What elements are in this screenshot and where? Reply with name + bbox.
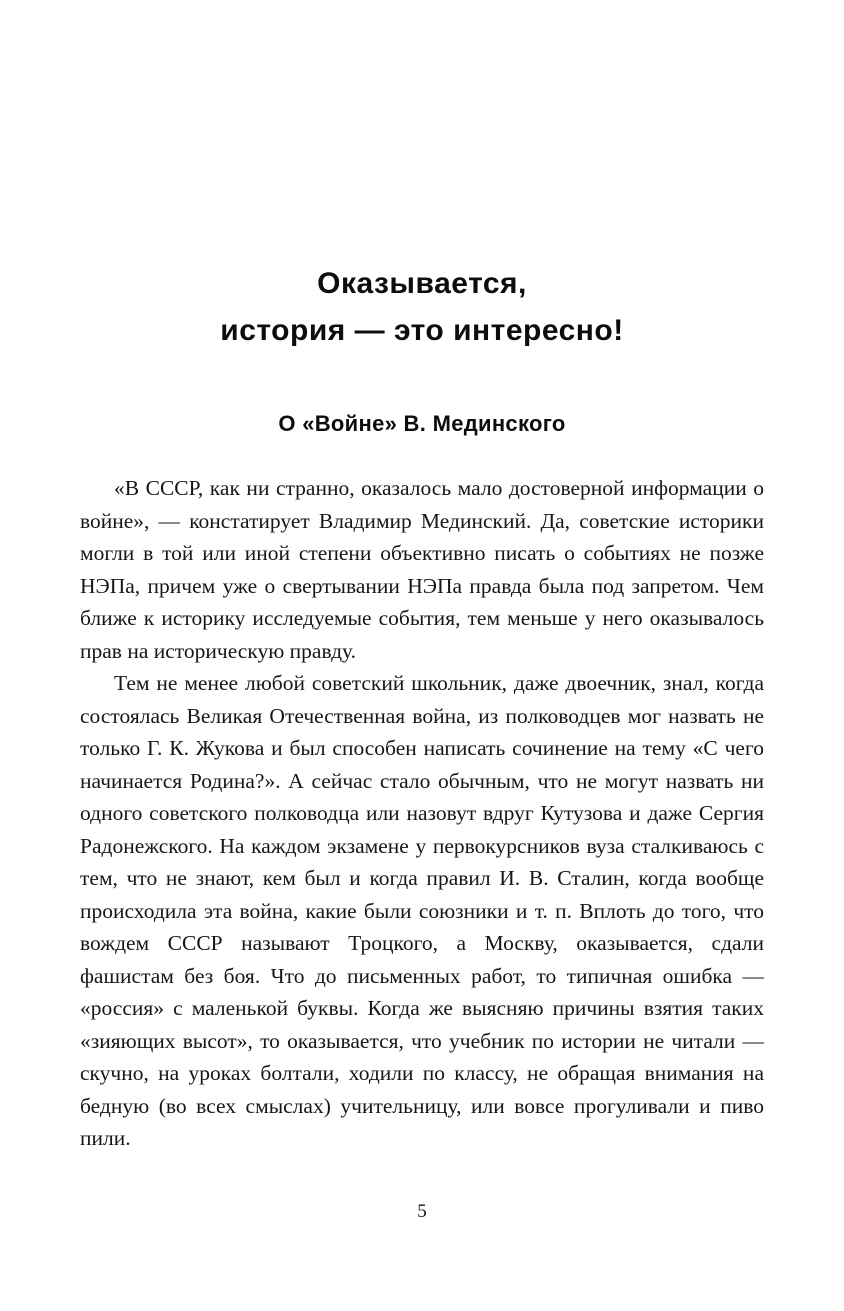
chapter-title: [0, 0, 844, 354]
chapter-title-line1: Оказывается,: [317, 267, 527, 300]
paragraph: Тем не менее любой советский школьник, даже двоечник, знал, когда состоялась Великая Отечественная война, из полководцев мог назвать не только Г. К. Жукова и был способен написать сочинение на тему «С чего начинается Родина?». А сейчас стало обычным, что не могут назвать ни одного советского полководца или назовут вдруг Кутузова и даже Сергия Радонежского. На каждом экзамене у первокурсников вуза сталкиваюсь с тем, что не знают, кем был и когда правил И. В. Сталин, когда вообще происходила эта война, какие были союзники и т. п. Вплоть до того, что вождем СССР называют Троцкого, а Москву, оказывается, сдали фашистам без боя. Что до письменных работ, то типичная ошибка — «россия» с маленькой буквы. Когда же выясняю причины взятия таких «зияющих высот», то оказывается, что учебник по истории не читали — скучно, на уроках болтали, ходили по классу, не обращая внимания на бедную (во всех смыслах) учительницу, или вовсе прогуливали и пиво пили.: [80, 671, 764, 1150]
body-text: [80, 472, 764, 1155]
paragraph: «В СССР, как ни странно, оказалось мало достоверной информации о войне», — констатирует Владимир Мединский. Да, советские историки могли в той или иной степени объективно писать о событиях не позже НЭПа, причем уже о свертывании НЭПа правда была под запретом. Чем ближе к историку исследуемые события, тем меньше у него оказывалось прав на историческую правду.: [80, 476, 764, 663]
section-subtitle: О «Войне» В. Мединского: [278, 411, 566, 436]
chapter-title-line2: история — это интересно!: [220, 314, 624, 347]
page-number: 5: [417, 1201, 427, 1222]
